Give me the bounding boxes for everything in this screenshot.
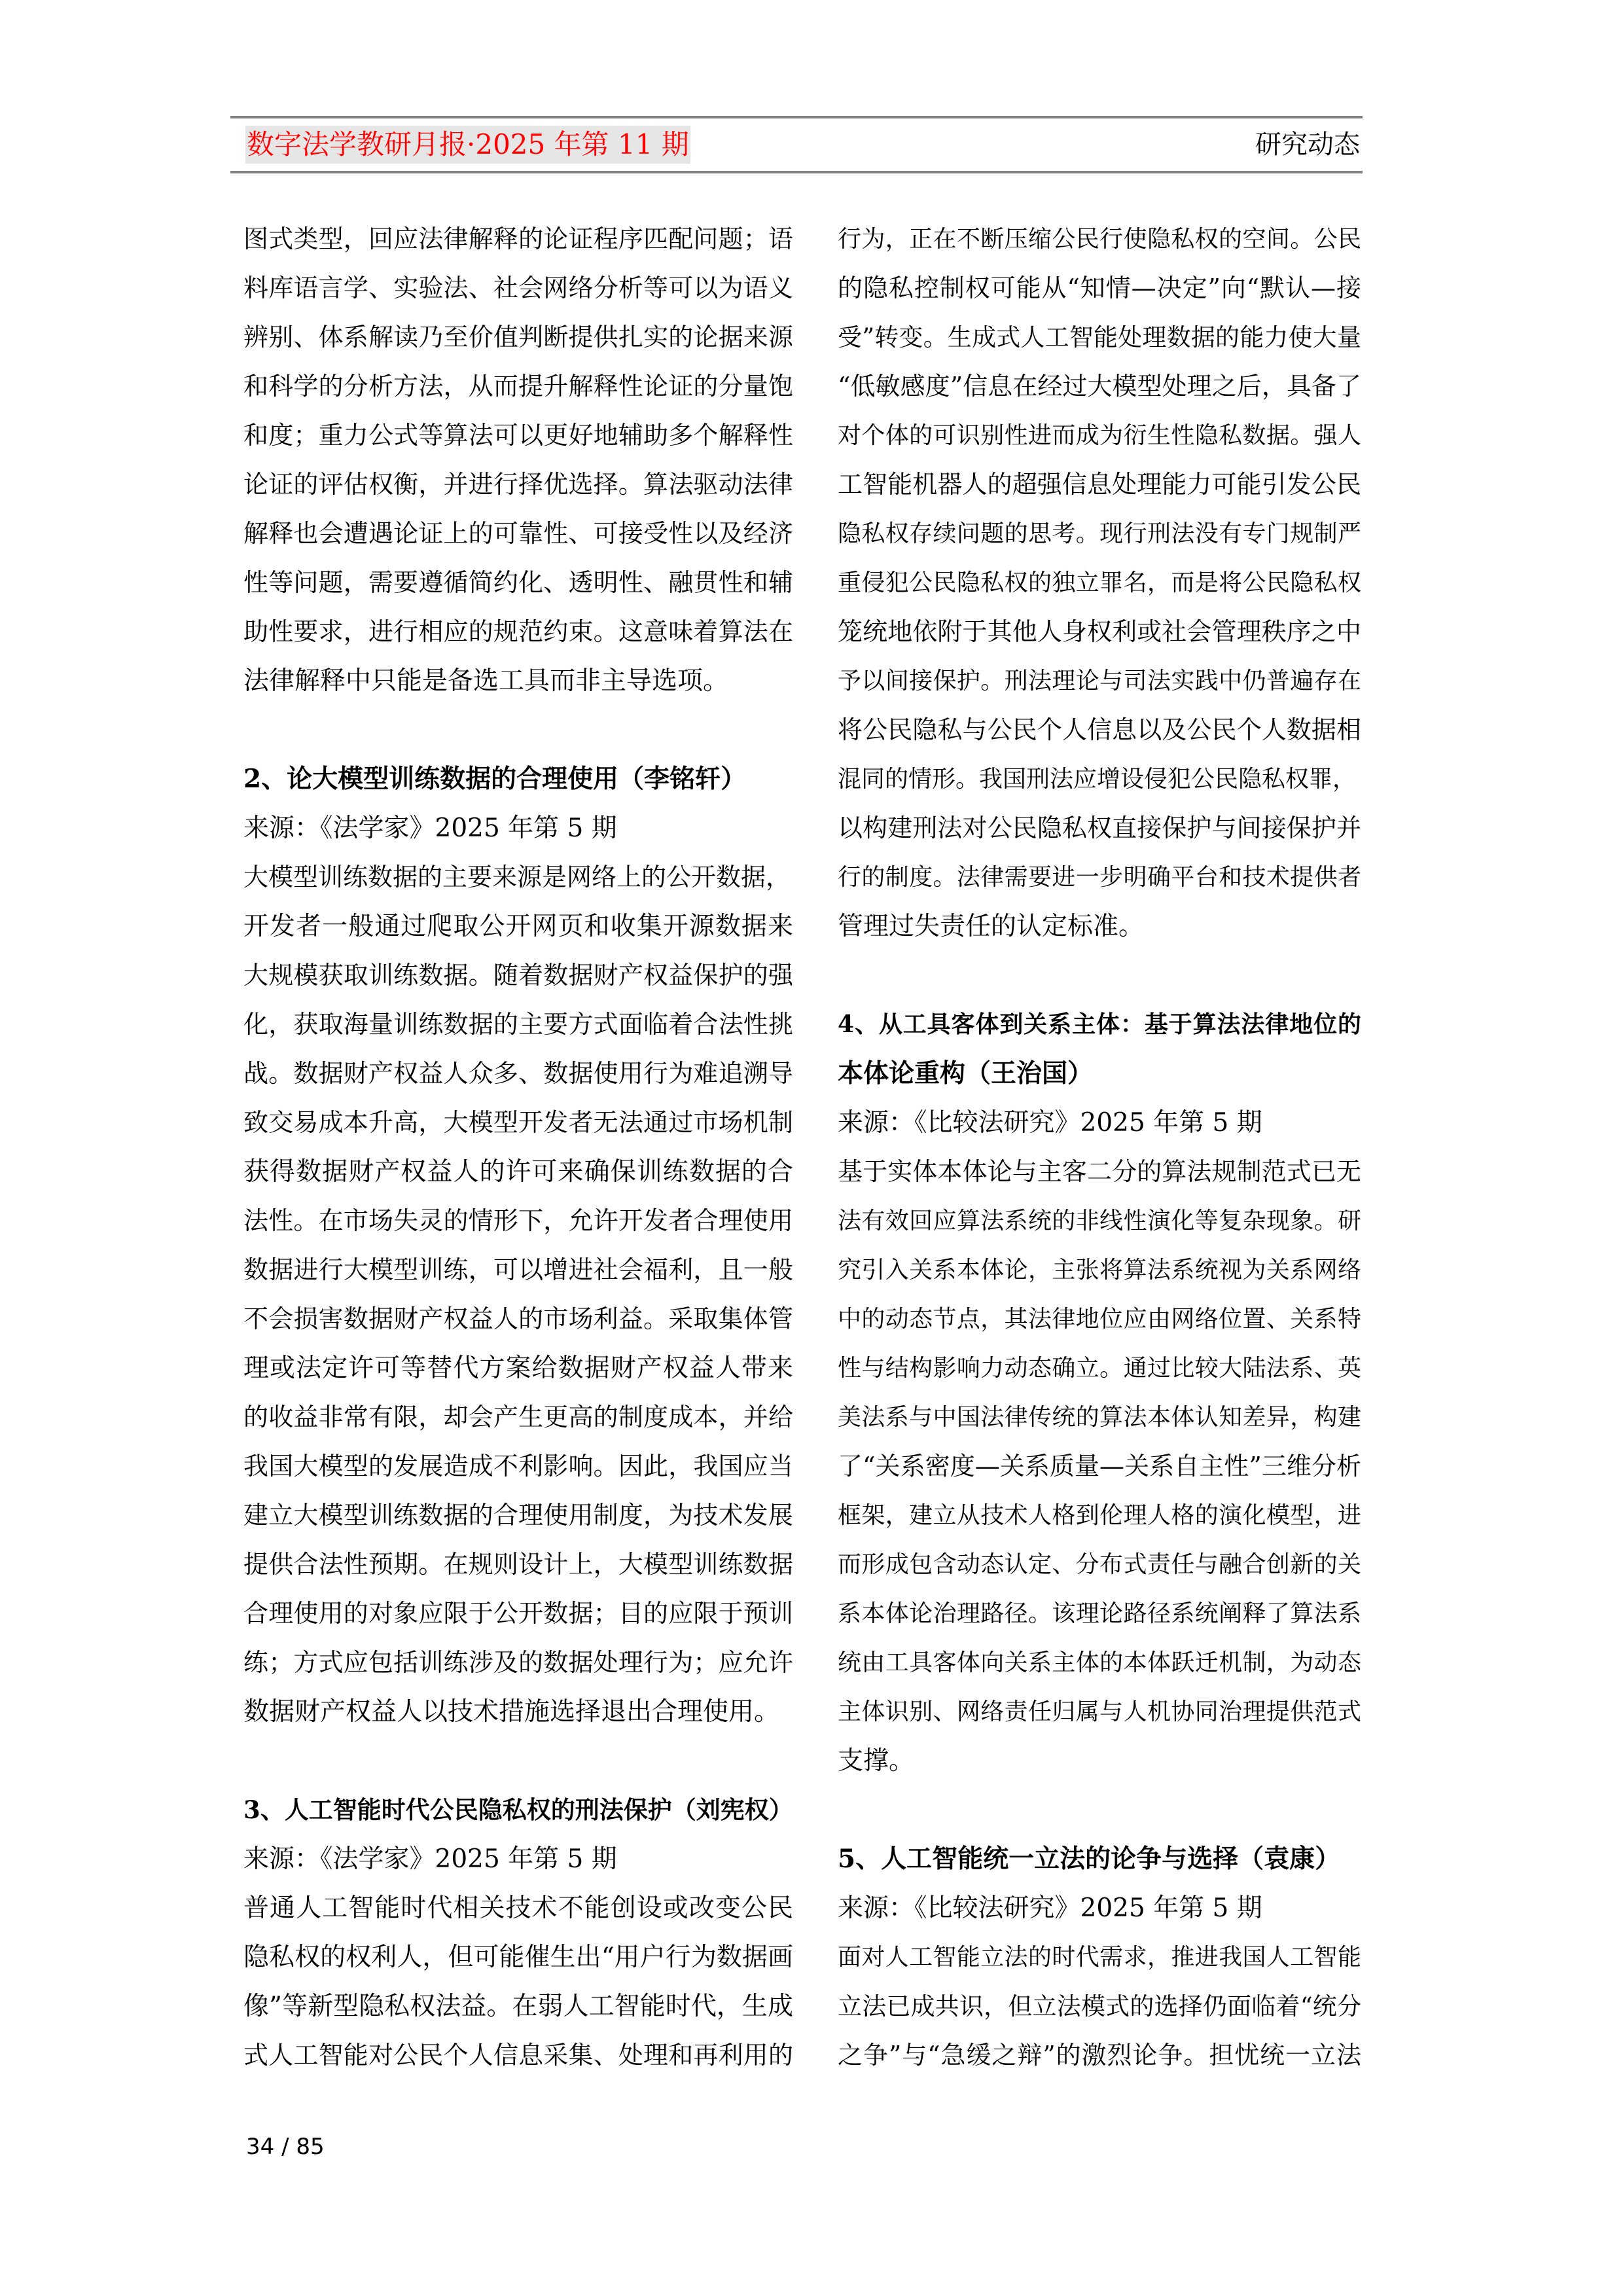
journal-title: 数字法学教研月报·2025 年第 11 期 bbox=[245, 126, 690, 164]
article-heading: 4、从工具客体到关系主体：基于算法法律地位的 bbox=[838, 1011, 1361, 1038]
article-heading: 本体论重构（王治国） bbox=[838, 1058, 1094, 1088]
text-line: 之争”与“急缓之辩”的激烈论争。担忧统一立法 bbox=[838, 2041, 1361, 2070]
paragraph-gap bbox=[243, 1736, 793, 1785]
text-line: 工智能机器人的超强信息处理能力可能引发公民 bbox=[838, 470, 1361, 499]
text-line: 数据进行大模型训练，可以增进社会福利，且一般 bbox=[243, 1255, 793, 1284]
text-line: 合理使用的对象应限于公开数据；目的应限于预训 bbox=[243, 1599, 793, 1628]
text-line: 性与结构影响力动态确立。通过比较大陆法系、英 bbox=[838, 1355, 1361, 1382]
text-line: 重侵犯公民隐私权的独立罪名，而是将公民隐私权 bbox=[838, 569, 1361, 596]
right-column bbox=[838, 215, 1361, 2080]
text-line: 对个体的可识别性进而成为衍生性隐私数据。强人 bbox=[838, 422, 1361, 449]
text-line: 将公民隐私与公民个人信息以及公民个人数据相 bbox=[838, 715, 1361, 744]
text-line: 解释也会遭遇论证上的可靠性、可接受性以及经济 bbox=[243, 519, 793, 548]
paragraph-gap bbox=[838, 1785, 1361, 1835]
page-number: 34 / 85 bbox=[246, 2134, 325, 2160]
text-line: 了“关系密度—关系质量—关系自主性”三维分析 bbox=[838, 1452, 1361, 1480]
text-line: 化，获取海量训练数据的主要方式面临着合法性挑 bbox=[243, 1010, 793, 1039]
text-line: 数据财产权益人以技术措施选择退出合理使用。 bbox=[243, 1697, 780, 1727]
text-line: 我国大模型的发展造成不利影响。因此，我国应当 bbox=[243, 1452, 793, 1480]
text-line: 隐私权存续问题的思考。现行刑法没有专门规制严 bbox=[838, 520, 1361, 547]
text-line: 开发者一般通过爬取公开网页和收集开源数据来 bbox=[243, 912, 793, 941]
text-line: 主体识别、网络责任归属与人机协同治理提供范式 bbox=[838, 1698, 1361, 1725]
text-line: 框架，建立从技术人格到伦理人格的演化模型，进 bbox=[838, 1502, 1361, 1529]
text-line: 法有效回应算法系统的非线性演化等复杂现象。研 bbox=[838, 1208, 1361, 1234]
text-line: 来源：《法学家》2025 年第 5 期 bbox=[243, 1844, 617, 1874]
article-heading: 3、人工智能时代公民隐私权的刑法保护（刘宪权） bbox=[243, 1795, 793, 1824]
text-line: 和科学的分析方法，从而提升解释性论证的分量饱 bbox=[243, 372, 793, 401]
paragraph-gap bbox=[838, 951, 1361, 1000]
text-line: 辨别、体系解读乃至价值判断提供扎实的论据来源 bbox=[243, 323, 793, 351]
article-heading: 5、人工智能统一立法的论争与选择（袁康） bbox=[838, 1844, 1341, 1874]
section-label: 研究动态 bbox=[1255, 130, 1360, 160]
text-line: 以构建刑法对公民隐私权直接保护与间接保护并 bbox=[838, 814, 1361, 842]
text-line: 统由工具客体向关系主体的本体跃迁机制，为动态 bbox=[838, 1649, 1361, 1676]
text-line: 而形成包含动态认定、分布式责任与融合创新的关 bbox=[838, 1551, 1361, 1578]
text-line: 笼统地依附于其他人身权利或社会管理秩序之中 bbox=[838, 617, 1361, 646]
text-line: 提供合法性预期。在规则设计上，大模型训练数据 bbox=[243, 1550, 793, 1579]
text-line: 式人工智能对公民个人信息采集、处理和再利用的 bbox=[243, 2041, 793, 2070]
text-line: 系本体论治理路径。该理论路径系统阐释了算法系 bbox=[838, 1600, 1361, 1627]
text-line: 理或法定许可等替代方案给数据财产权益人带来 bbox=[243, 1354, 793, 1383]
text-line: 予以间接保护。刑法理论与司法实践中仍普遍存在 bbox=[838, 668, 1361, 694]
text-line: 致交易成本升高，大模型开发者无法通过市场机制 bbox=[243, 1108, 793, 1137]
text-line: 法律解释中只能是备选工具而非主导选项。 bbox=[243, 666, 729, 696]
text-line: 图式类型，回应法律解释的论证程序匹配问题；语 bbox=[243, 224, 793, 253]
text-line: 基于实体本体论与主客二分的算法规制范式已无 bbox=[838, 1157, 1361, 1186]
text-line: 来源：《比较法研究》2025 年第 5 期 bbox=[838, 1893, 1262, 1923]
text-line: 论证的评估权衡，并进行择优选择。算法驱动法律 bbox=[243, 470, 793, 499]
text-line: 立法已成共识，但立法模式的选择仍面临着“统分 bbox=[838, 1992, 1361, 2020]
text-line: 不会损害数据财产权益人的市场利益。采取集体管 bbox=[243, 1304, 793, 1333]
text-line: 性等问题，需要遵循简约化、透明性、融贯性和辅 bbox=[243, 568, 793, 597]
text-line: “低敏感度”信息在经过大模型处理之后，具备了 bbox=[838, 372, 1361, 401]
text-line: 来源：《比较法研究》2025 年第 5 期 bbox=[838, 1108, 1262, 1138]
header-bottom-rule bbox=[230, 171, 1363, 173]
paragraph-gap bbox=[243, 706, 793, 755]
text-line: 的收益非常有限，却会产生更高的制度成本，并给 bbox=[243, 1403, 793, 1431]
text-line: 建立大模型训练数据的合理使用制度，为技术发展 bbox=[243, 1501, 793, 1530]
text-line: 法性。在市场失灵的情形下，允许开发者合理使用 bbox=[243, 1206, 793, 1235]
text-line: 普通人工智能时代相关技术不能创设或改变公民 bbox=[243, 1893, 793, 1923]
text-line: 获得数据财产权益人的许可来确保训练数据的合 bbox=[243, 1157, 793, 1187]
left-column bbox=[243, 215, 793, 2080]
text-line: 战。数据财产权益人众多、数据使用行为难追溯导 bbox=[243, 1059, 793, 1088]
text-line: 来源：《法学家》2025 年第 5 期 bbox=[243, 814, 617, 843]
text-line: 像”等新型隐私权法益。在弱人工智能时代，生成 bbox=[243, 1992, 793, 2021]
header-top-rule bbox=[230, 116, 1363, 118]
text-line: 大规模获取训练数据。随着数据财产权益保护的强 bbox=[243, 961, 793, 990]
article-heading: 2、论大模型训练数据的合理使用（李铭轩） bbox=[243, 764, 747, 794]
text-line: 助性要求，进行相应的规范约束。这意味着算法在 bbox=[243, 617, 793, 646]
text-line: 中的动态节点，其法律地位应由网络位置、关系特 bbox=[838, 1306, 1361, 1333]
text-line: 料库语言学、实验法、社会网络分析等可以为语义 bbox=[243, 274, 793, 302]
text-line: 支撑。 bbox=[838, 1746, 915, 1776]
text-line: 面对人工智能立法的时代需求，推进我国人工智能 bbox=[838, 1944, 1361, 1971]
text-line: 行为，正在不断压缩公民行使隐私权的空间。公民 bbox=[838, 226, 1361, 253]
text-line: 隐私权的权利人，但可能催生出“用户行为数据画 bbox=[243, 1943, 793, 1972]
text-line: 大模型训练数据的主要来源是网络上的公开数据， bbox=[243, 863, 791, 891]
text-line: 行的制度。法律需要进一步明确平台和技术提供者 bbox=[838, 864, 1361, 891]
text-line: 管理过失责任的认定标准。 bbox=[838, 912, 1145, 941]
text-line: 练；方式应包括训练涉及的数据处理行为；应允许 bbox=[243, 1648, 793, 1677]
text-line: 混同的情形。我国刑法应增设侵犯公民隐私权罪， bbox=[838, 766, 1357, 793]
text-line: 和度；重力公式等算法可以更好地辅助多个解释性 bbox=[243, 421, 793, 450]
text-line: 受”转变。生成式人工智能处理数据的能力使大量 bbox=[838, 323, 1361, 351]
text-line: 究引入关系本体论，主张将算法系统视为关系网络 bbox=[838, 1257, 1361, 1283]
text-line: 的隐私控制权可能从“知情—决定”向“默认—接 bbox=[838, 274, 1361, 302]
text-line: 美法系与中国法律传统的算法本体认知差异，构建 bbox=[838, 1404, 1361, 1431]
